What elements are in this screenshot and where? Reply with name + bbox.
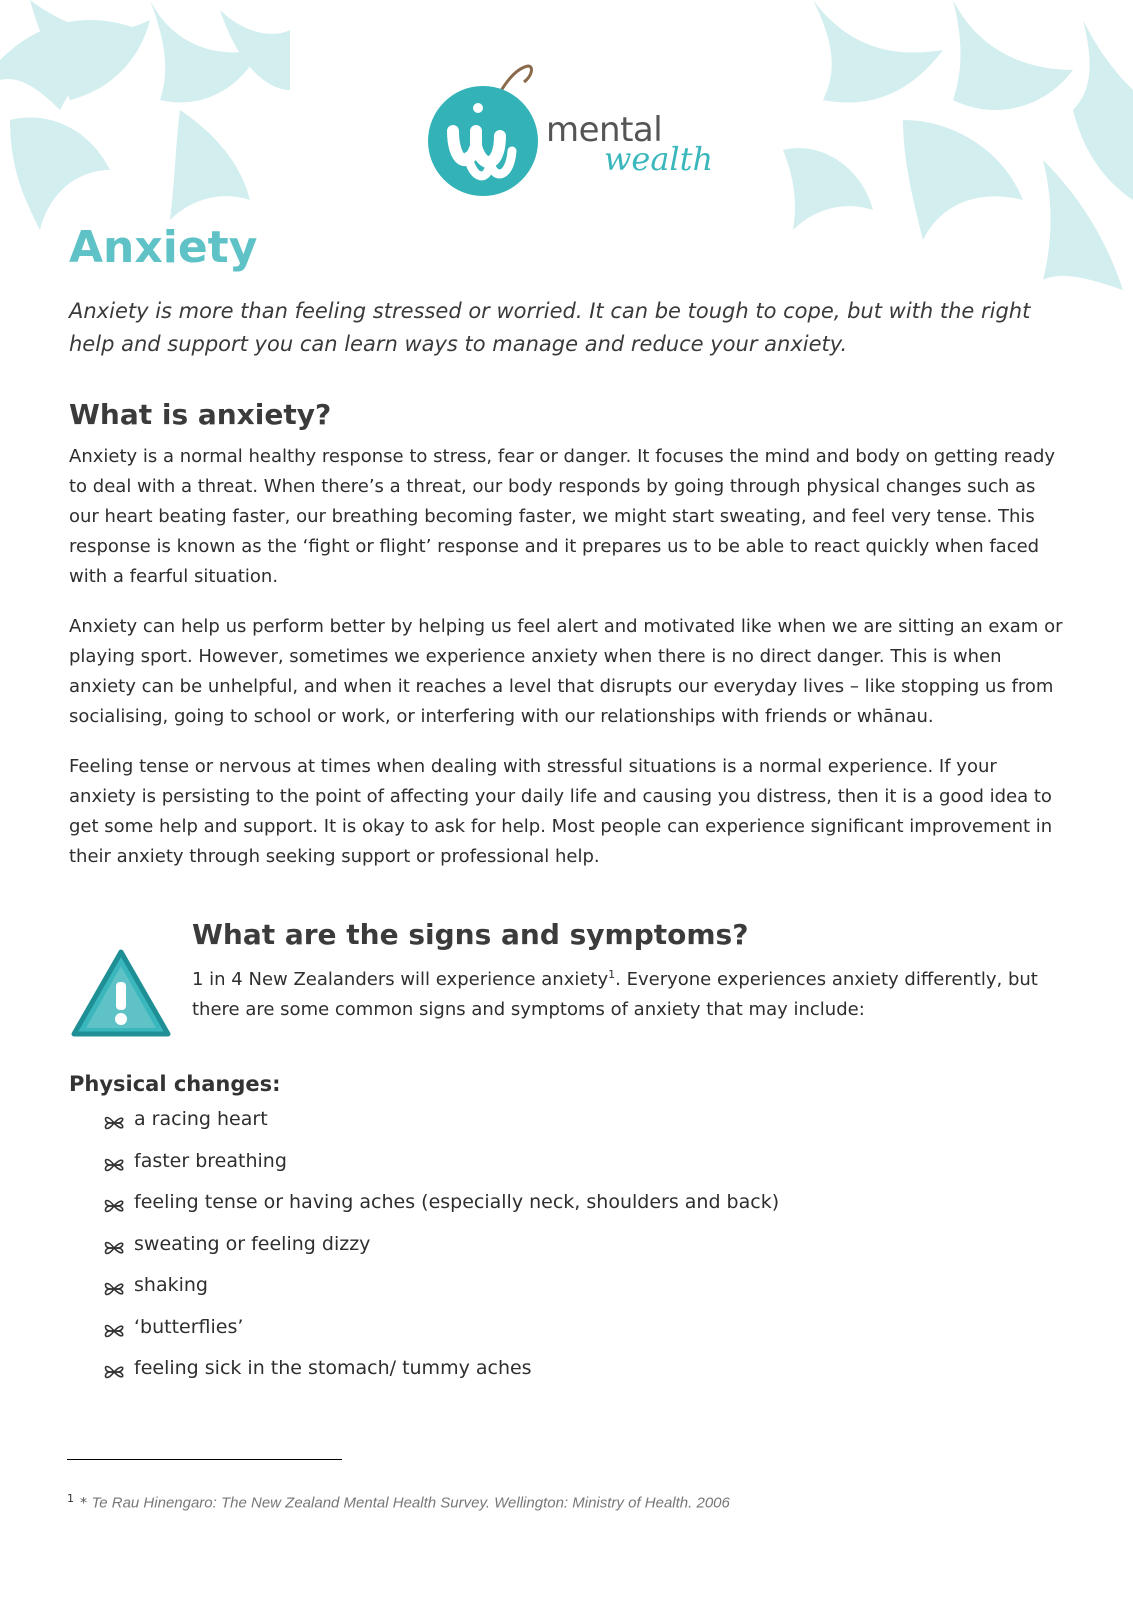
list-item	[102, 1274, 779, 1316]
signs-intro-text-cont: . Everyone experiences anxiety differently, but there are some common signs and symptoms of anxiety that may include:	[192, 969, 1038, 1020]
mental-wealth-logo	[428, 58, 728, 203]
list-item-text: sweating or feeling dizzy	[134, 1232, 371, 1255]
signs-intro-text: 1 in 4 New Zealanders will experience anxiety	[192, 969, 609, 990]
leaf-decoration-left-icon	[0, 0, 290, 250]
physical-changes-heading: Physical changes:	[69, 1072, 281, 1096]
logo-badge-icon	[428, 86, 538, 196]
intro-text: Anxiety is more than feeling stressed or worried. It can be tough to cope, but with the right help and support you can learn ways to manage and reduce your anxiety.	[69, 299, 1031, 356]
list-item	[102, 1357, 779, 1399]
list-item	[102, 1150, 779, 1192]
list-item	[102, 1108, 779, 1150]
footnote	[67, 1492, 730, 1512]
logo-text-mental: mental	[546, 110, 663, 150]
leaf-decoration-right-icon	[783, 0, 1133, 300]
paragraph-3: Feeling tense or nervous at times when dealing with stressful situations is a normal experience. If your anxiety is persisting to the point of affecting your daily life and causing you distress, then it is a good idea to get some help and support. It is okay to ask for help. Most people can experience significant improvement in their anxiety through seeking support or professional help.	[69, 756, 1053, 867]
paragraph-1: Anxiety is a normal healthy response to stress, fear or danger. It focuses the mind and body on getting ready to deal with a threat. When there’s a threat, our body responds by going through physical changes such as our heart beating faster, our breathing becoming faster, we might start sweating, and feel very tense. This response is known as the ‘fight or flight’ response and it prepares us to be able to react quickly when faced with a fearful situation.	[69, 446, 1056, 587]
logo-text-wealth: wealth	[604, 140, 714, 178]
logo-mw-mark-icon	[428, 86, 538, 196]
list-item-text: a racing heart	[134, 1108, 268, 1130]
flower-bullet-icon	[102, 1111, 126, 1135]
list-item-text: shaking	[134, 1274, 208, 1296]
footnote-reference: 1	[608, 968, 616, 981]
list-item	[102, 1191, 779, 1233]
section-heading-what-is-anxiety: What is anxiety?	[69, 398, 332, 431]
list-item-text: ‘butterflies’	[134, 1315, 244, 1338]
footnote-citation: Te Rau Hinengaro: The New Zealand Mental Health Survey. Wellington: Ministry of Health. 2006	[91, 1494, 730, 1512]
footnote-star: *	[80, 1495, 87, 1512]
page-title: Anxiety	[69, 222, 258, 273]
paragraph-2: Anxiety can help us perform better by helping us feel alert and motivated like when we are sitting an exam or playing sport. However, sometimes we experience anxiety when there is no direct danger. This is when anxiety can be unhelpful, and when it reaches a level that disrupts our everyday lives – like stopping us from socialising, going to school or work, or interfering with our relationships with friends or whānau.	[69, 616, 1063, 727]
list-item-text: feeling tense or having aches (especially neck, shoulders and back)	[134, 1191, 780, 1213]
flower-bullet-icon	[102, 1236, 126, 1260]
list-item	[102, 1316, 779, 1358]
list-item	[102, 1233, 779, 1275]
footnote-mark: 1	[67, 1492, 74, 1505]
flower-bullet-icon	[102, 1194, 126, 1218]
section-heading-signs-symptoms: What are the signs and symptoms?	[192, 918, 749, 951]
flower-bullet-icon	[102, 1360, 126, 1384]
list-item-text: feeling sick in the stomach/ tummy aches	[134, 1357, 532, 1379]
list-item-text: faster breathing	[134, 1149, 287, 1172]
footnote-separator	[67, 1459, 342, 1460]
flower-bullet-icon	[102, 1277, 126, 1301]
flower-bullet-icon	[102, 1319, 126, 1343]
warning-triangle-icon	[70, 948, 172, 1040]
signs-intro-paragraph	[192, 960, 1062, 1025]
flower-bullet-icon	[102, 1153, 126, 1177]
physical-changes-list	[102, 1108, 779, 1399]
